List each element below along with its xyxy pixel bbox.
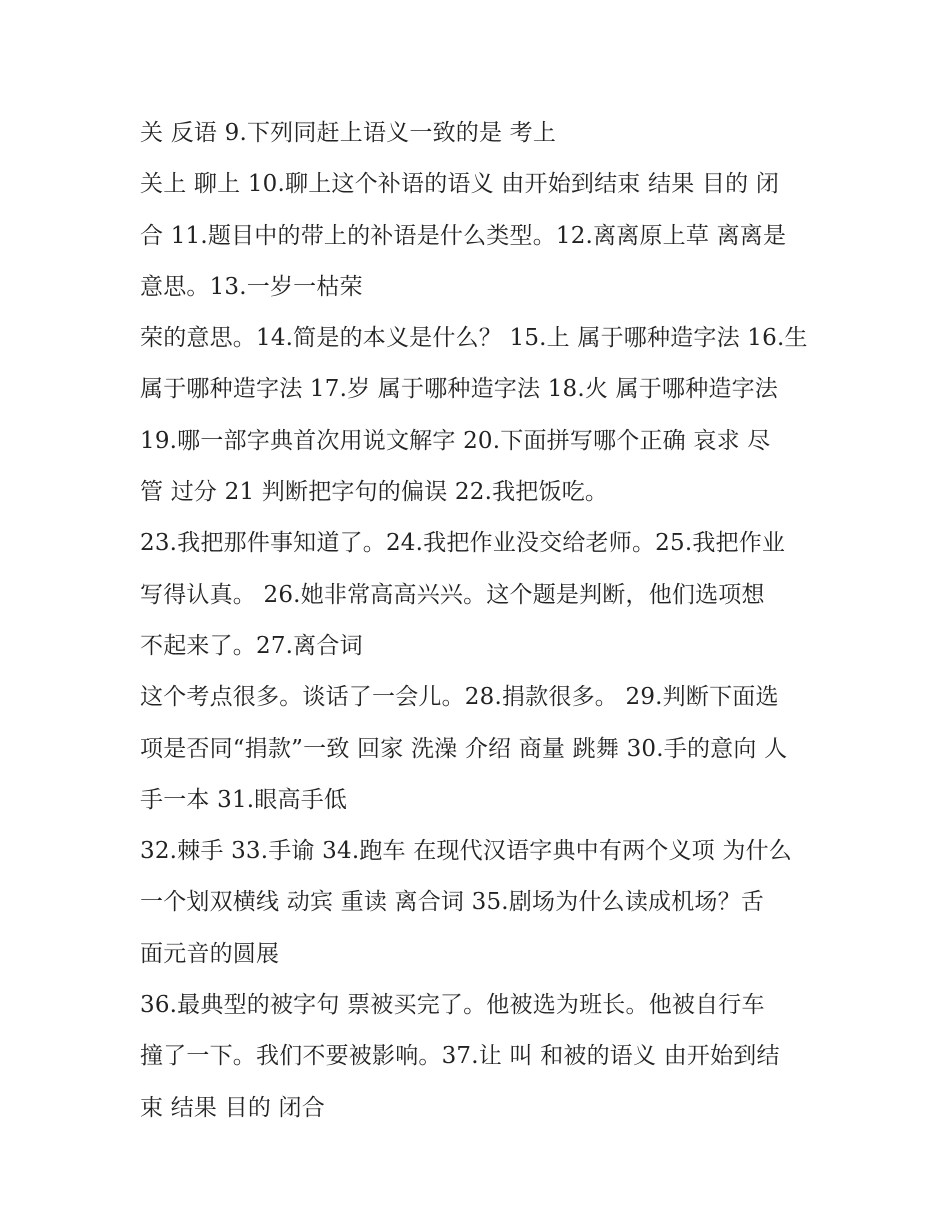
text-line: 合 11.题目中的带上的补语是什么类型。12.离离原上草 离离是 [140,222,787,249]
text-line: 不起来了。27.离合词 [140,632,363,659]
text-line: 关上 聊上 10.聊上这个补语的语义 由开始到结束 结果 目的 闭 [140,171,780,198]
text-line: 这个考点很多。谈话了一会儿。28.捐款很多。 29.判断下面选 [140,684,779,711]
text-line: 面元音的圆展 [140,940,280,967]
text-line: 关 反语 9.下列同赶上语义一致的是 考上 [140,120,557,146]
text-line: 意思。13.一岁一枯荣 [140,273,363,300]
text-line: 束 结果 目的 闭合 [140,1094,325,1121]
text-line: 管 过分 21 判断把字句的偏误 22.我把饭吃。 [140,479,609,506]
text-line: 36.最典型的被字句 票被买完了。他被选为班长。他被自行车 [140,992,765,1019]
text-line: 项是否同“捐款”一致 回家 洗澡 介绍 商量 跳舞 30.手的意向 人 [140,735,788,762]
text-line: 手一本 31.眼高手低 [140,786,348,813]
text-line: 撞了一下。我们不要被影响。37.让 叫 和被的语义 由开始到结 [140,1043,780,1070]
text-line: 属于哪种造字法 17.岁 属于哪种造字法 18.火 属于哪种造字法 [140,376,778,403]
text-line: 荣的意思。14.简是的本义是什么？ 15.上 属于哪种造字法 16.生 [140,325,808,352]
text-line: 写得认真。 26.她非常高高兴兴。这个题是判断，他们选项想 [140,581,765,608]
text-line: 32.棘手 33.手谕 34.跑车 在现代汉语字典中有两个义项 为什么 [140,838,792,865]
text-line: 23.我把那件事知道了。24.我把作业没交给老师。25.我把作业 [140,530,786,557]
document-body [140,108,830,1134]
text-line: 19.哪一部字典首次用说文解字 20.下面拼写哪个正确 哀求 尽 [140,427,771,454]
text-line: 一个划双横线 动宾 重读 离合词 35.剧场为什么读成机场？舌 [140,889,765,916]
